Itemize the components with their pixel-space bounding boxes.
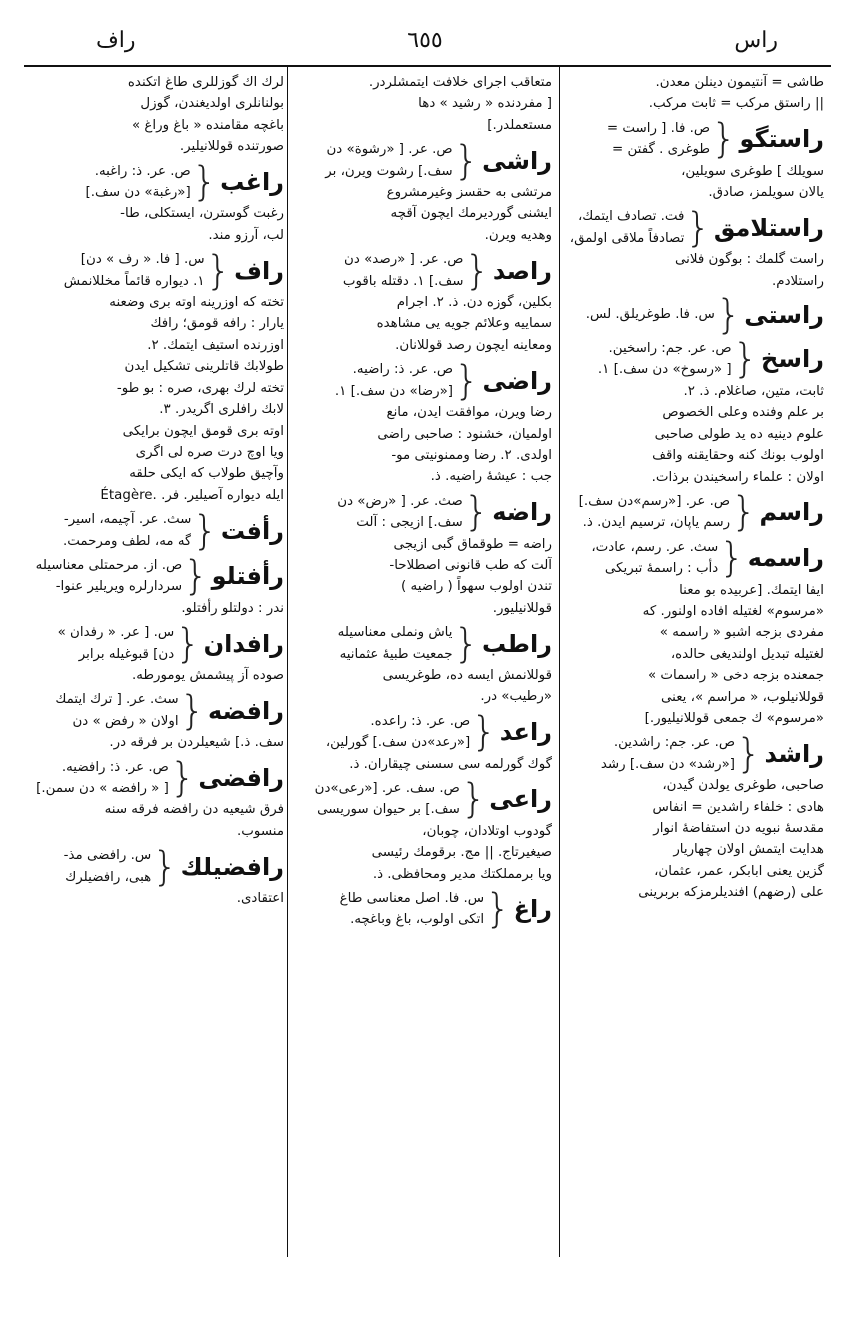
- dictionary-entry: [24, 249, 284, 506]
- entry-heading-row: [564, 491, 824, 534]
- column-divider-right: [559, 67, 560, 1257]
- definition-line: «مرسوم» ك جمعی قوللانیلیور.]: [644, 710, 824, 726]
- definition-line: [«رغبة» دن سف.]: [85, 185, 191, 201]
- definition-line: اتکی اولوب، باغ وباغچه.: [350, 912, 485, 928]
- entry-heading-row: [292, 888, 552, 931]
- definition-line: گودوب اوتلادان، چوبان،: [422, 823, 552, 839]
- definition-line: س. فا. اصل معناسی طاغ: [339, 891, 485, 907]
- definition-line: ویا اوچ درت صره لی اگری: [135, 444, 284, 460]
- definition-line: گزین یعنی ابابکر، عمر، عثمان،: [654, 863, 824, 879]
- definition-line: علوم دینیه ده ید طولی صاحبی: [654, 426, 824, 442]
- definition-line: سماییه وعلائم جویه یی مشاهده: [376, 316, 552, 332]
- continued-text-line: متعاقب اجرای خلافت ایتمشلردر.: [368, 75, 552, 90]
- dictionary-entry: [24, 689, 284, 753]
- brace-mark: {: [471, 709, 497, 756]
- headword: راضه: [492, 498, 552, 527]
- definition-line: لغتیله تبدیل اولندیغی حالده،: [670, 646, 824, 662]
- definition-line: آلت که طب قانونی اصطلاحا-: [389, 557, 552, 573]
- definition-line: تندن اولوب سهواً ( راضیه ): [401, 579, 552, 595]
- definition-line: یارار : رافه قومق؛ رافك: [150, 316, 284, 332]
- header-rule: [24, 65, 831, 67]
- french-equivalent: Étagère.: [100, 487, 157, 503]
- dictionary-entry: [564, 732, 824, 903]
- headword: رافضیلك: [180, 852, 284, 881]
- entry-definition-head: [24, 757, 169, 800]
- entry-heading-row: [292, 139, 552, 182]
- entry-definition-head: [292, 491, 463, 534]
- definition-line: رغبت گوسترن، ایستکلی، طا-: [120, 206, 284, 222]
- definition-line: سف.] ۱. دقتله باقوب: [342, 273, 464, 289]
- definition-line: س. رافضی مذ-: [63, 848, 152, 864]
- dictionary-entry: [292, 491, 552, 619]
- page-number: ٦٥٥: [407, 28, 443, 53]
- definition-line: ومعاینه ایچون رصد قوللانان.: [395, 337, 552, 353]
- definition-text: ایله دیواره آصیلیر. فر.: [161, 487, 284, 503]
- definition-line: [«رعد»دن سف.] گورلین،: [325, 735, 471, 751]
- definition-line: صوده آز پیشمش یومورطه.: [131, 667, 284, 683]
- headword: راعی: [489, 785, 552, 814]
- definition-line: ۱. دیواره قائماً مخللانمش: [63, 273, 205, 289]
- brace-mark: {: [453, 137, 480, 184]
- entry-heading-row: [24, 555, 284, 598]
- definition-line: یالان سویلمز، صادق.: [708, 185, 824, 201]
- definition-line: تخته لرك بهری، صره : بو طو-: [116, 380, 284, 396]
- brace-mark: {: [685, 204, 711, 251]
- headword: رافضی: [198, 764, 284, 792]
- entry-heading-row: [564, 537, 824, 580]
- definition-line: ایشنی گوردیرمك ایچون آقچه: [390, 206, 552, 222]
- brace-mark: {: [463, 489, 490, 536]
- entry-heading-row: [24, 689, 284, 732]
- entry-heading-row: [564, 206, 824, 249]
- headword: رأفتلو: [211, 562, 284, 591]
- entry-definition-head: [564, 491, 730, 534]
- entry-definition-head: [24, 509, 191, 552]
- brace-mark: {: [179, 687, 206, 734]
- brace-mark: {: [454, 357, 480, 404]
- dictionary-entry: [24, 622, 284, 686]
- definition-line: مفردی بزجه اشبو « راسمه »: [659, 625, 824, 641]
- continued-text-line: مستعملدر.]: [487, 117, 552, 133]
- definition-line: هدایت ایتمش اولان چهاریار: [673, 842, 824, 858]
- definition-line: سف.] رشوت ویرن، بر: [325, 163, 453, 179]
- definition-line: ندر : دولتلو رأفتلو.: [181, 600, 284, 616]
- brace-mark: {: [192, 507, 218, 554]
- headword: راستلامق: [713, 213, 824, 242]
- definition-line: قوللانیلوب، « مراسم »، یعنی: [661, 689, 824, 705]
- definition-line: لابك رافلری اگریدر. ۳.: [159, 402, 284, 418]
- entry-definition-head: [564, 537, 718, 580]
- definition-line: تخته که اوزرینه اوته بری وضعنه: [109, 295, 284, 311]
- entry-definition-head: [24, 161, 191, 204]
- dictionary-entry: [564, 491, 824, 534]
- continued-text-line: [ مفردنده « رشید » دها: [418, 96, 552, 112]
- headword: راستگو: [739, 125, 824, 154]
- dictionary-entry: [24, 509, 284, 552]
- dictionary-entry: [24, 555, 284, 619]
- definition-line: مقدسهٔ نبویه دن استفاضهٔ انوار: [653, 821, 824, 836]
- headword: رافضه: [208, 696, 284, 725]
- definition-line: ص. عر. [ «رصد» دن: [344, 252, 464, 268]
- definition-line: جمعیت طبیهٔ عثمانیه: [339, 646, 453, 662]
- definition-line: [«رشد» دن سف.] رشد: [600, 756, 736, 772]
- entry-heading-row: [564, 292, 824, 339]
- entry-definition-head: [564, 732, 735, 775]
- headword: راسخ: [761, 345, 824, 374]
- definition-line: [«رضا» دن سف.] ۱.: [334, 383, 454, 399]
- entry-heading-row: [292, 359, 552, 402]
- headword: راغ: [513, 895, 552, 924]
- brace-mark: {: [175, 620, 201, 667]
- definition-line: س. [ فا. « رف » دن]: [80, 252, 205, 268]
- definition-line: ایفا ایتمك. [عربیده بو معنا: [679, 582, 824, 598]
- definition-line: وهدیه ویرن.: [484, 227, 552, 243]
- definition-line: طولابك قاتلرینی تشکیل ایدن: [124, 359, 284, 375]
- column-right: [564, 72, 824, 1257]
- definition-line: سث. عر. [ ترك ایتمك: [55, 692, 179, 708]
- entry-definition-head: [24, 689, 179, 732]
- entry-definition-head: [292, 139, 453, 182]
- entry-heading-row: [24, 757, 284, 800]
- entry-heading-row: [24, 622, 284, 665]
- entry-definition-head: [24, 845, 151, 888]
- entry-definition-head: [292, 359, 453, 402]
- headword: راضی: [482, 366, 552, 395]
- brace-mark: {: [736, 730, 762, 777]
- brace-mark: {: [711, 116, 737, 163]
- definition-line: لب، آرزو مند.: [208, 227, 284, 243]
- entry-definition-head: [564, 118, 710, 161]
- definition-line: تصادفاً ملاقی اولمق،: [569, 230, 685, 246]
- definition-line: اعتقادی.: [236, 891, 284, 907]
- definition-line: قوللانمش ایسه ده، طوغریسی: [382, 667, 552, 683]
- definition-line: رسم یاپان، ترسیم ایدن. ذ.: [582, 515, 731, 531]
- entry-heading-row: [292, 711, 552, 754]
- definition-line-with-french: [24, 485, 284, 506]
- definition-line: وآچیق طولاب که ایکی حلقه: [129, 466, 284, 482]
- definition-line: سف. ذ.] شیعیلردن بر فرقه در.: [109, 735, 284, 751]
- entry-heading-row: [292, 249, 552, 292]
- definition-line: سویلك ] طوغری سویلین،: [681, 163, 824, 179]
- definition-line: ص. عر. ذ: راغبه.: [94, 163, 191, 179]
- definition-line: سردارلره ویریلیر عنوا-: [55, 579, 183, 595]
- entry-heading-row: [292, 778, 552, 821]
- brace-mark: {: [205, 247, 232, 294]
- brace-mark: {: [485, 886, 511, 933]
- definition-line: صث. عر. [ «رض» دن: [337, 493, 463, 509]
- headword: راشی: [482, 146, 552, 175]
- dictionary-entry: [564, 537, 824, 730]
- entry-definition-head: [24, 555, 182, 598]
- dictionary-entry: [292, 359, 552, 487]
- entry-heading-row: [24, 845, 284, 888]
- column-middle: [292, 72, 552, 1257]
- definition-line: اوته بری قومق ایچون برایکی: [122, 423, 284, 439]
- definition-line: راضه = طوقماق گبی ازیجی: [393, 536, 552, 552]
- definition-line: سف.] ازیجی : آلت: [356, 515, 463, 531]
- entry-definition-head: [292, 778, 460, 821]
- definition-line: س. [ عر. « رفدان »: [57, 625, 175, 641]
- definition-line: رضا ویرن، موافقت ایدن، مانع: [386, 405, 552, 421]
- definition-line: اوزرنده استیف ایتمك. ۲.: [147, 337, 284, 353]
- entry-definition-head: [292, 622, 452, 665]
- headword: راسم: [759, 498, 824, 527]
- headword: راف: [234, 256, 284, 285]
- entry-heading-row: [564, 338, 824, 381]
- headword: راصد: [492, 256, 552, 285]
- definition-line: ص. از. مرحمتلی معناسیله: [35, 557, 183, 573]
- definition-line: دأب : راسمهٔ تبریکی: [604, 561, 719, 577]
- definition-line: «مرسوم» لغتیله افاده اولنور. که: [642, 603, 824, 619]
- definition-line: ص. عر. ذ: راعده.: [370, 713, 471, 729]
- dictionary-entry: [24, 72, 284, 158]
- definition-line: اولوب بونك کنه وحقایقنه واقف: [652, 448, 824, 464]
- definition-line: ص. عر. [ «رشوة» دن: [326, 142, 453, 158]
- dictionary-entry: [292, 622, 552, 708]
- definition-line: هبی، رافضیلرك: [65, 869, 152, 885]
- continued-text-line: لرك اك گوزللری طاغ اتکنده: [127, 75, 284, 90]
- definition-line: گوك گورلمه سی سسنی چیقاران. ذ.: [349, 756, 552, 772]
- dictionary-entry: [292, 888, 552, 931]
- headword: راستی: [744, 301, 824, 330]
- brace-mark: {: [152, 843, 178, 890]
- dictionary-entry: [292, 778, 552, 885]
- definition-line: صاحبی، طوغری یولدن گیدن،: [662, 778, 824, 794]
- dictionary-entry: [24, 161, 284, 247]
- dictionary-entry: [564, 72, 824, 115]
- definition-line: بر علم وفنده وعلی الخصوص: [662, 405, 824, 421]
- definition-line: ویا برمملکتك مدیر ومحافظی. ذ.: [372, 866, 552, 882]
- definition-line: ص. فا. [ راست =: [606, 120, 711, 136]
- continued-text-line: صورتنده قوللانیلیر.: [179, 139, 284, 155]
- entry-definition-head: [564, 304, 715, 325]
- definition-line: منسوب.: [237, 823, 284, 839]
- definition-line: ص. عر. جم: راسخین.: [608, 341, 732, 357]
- definition-line: سث. عر. آچیمه، اسیر-: [63, 512, 192, 528]
- definition-line: فرق شیعیه دن رافضه فرقه سنه: [104, 802, 284, 818]
- definition-line: هادی : خلفاء راشدین = انفاس: [652, 799, 824, 815]
- continued-text-line: بولنانلری اولدیغندن، گوزل: [140, 96, 284, 112]
- dictionary-entry: [564, 338, 824, 488]
- dictionary-entry: [292, 139, 552, 246]
- running-header-right: راس: [734, 28, 778, 53]
- definition-line: مرتشی به حقسز وغیرمشروع: [386, 185, 552, 201]
- brace-mark: {: [732, 336, 759, 383]
- entry-heading-row: [24, 161, 284, 204]
- dictionary-entry: [564, 206, 824, 292]
- entry-heading-row: [564, 118, 824, 161]
- dictionary-entry: [292, 72, 552, 136]
- brace-mark: {: [464, 247, 490, 294]
- definition-line: ص. عر. [«رسم»دن سف.]: [578, 493, 731, 509]
- definition-line: «رطیب» در.: [480, 689, 552, 705]
- entry-definition-head: [564, 338, 732, 381]
- column-divider-left: [287, 67, 288, 1257]
- definition-line: ثابت، متین، صاغلام. ذ. ۲.: [683, 383, 824, 399]
- definition-line: سف.] بر حیوان سوریسی: [317, 802, 460, 818]
- entry-definition-head: [564, 206, 684, 249]
- headword: رافدان: [203, 629, 284, 658]
- dictionary-entry: [24, 757, 284, 843]
- definition-line: فت. تصادف ایتمك،: [577, 209, 685, 225]
- entry-definition-head: [292, 888, 484, 931]
- definition-line: جب : عیشهٔ راضیه. ذ.: [430, 469, 552, 485]
- definition-line: دن] قبوغیله برابر: [78, 646, 175, 662]
- continued-text-line: طاشی = آنتیمون دینلن معدن.: [655, 75, 824, 90]
- definition-line: راستلادم.: [772, 273, 824, 289]
- definition-line: سث. عر. رسم، عادت،: [591, 539, 719, 555]
- definition-line: س. فا. طوغریلق. لس.: [585, 307, 715, 323]
- headword: راعد: [499, 718, 552, 747]
- entry-heading-row: [292, 491, 552, 534]
- dictionary-entry: [24, 845, 284, 909]
- entry-heading-row: [292, 622, 552, 665]
- definition-line: اولان : علماء راسخیندن برذات.: [651, 469, 824, 485]
- brace-mark: {: [715, 292, 742, 339]
- headword: راسمه: [747, 544, 824, 573]
- definition-line: گه مه، لطف ومرحمت.: [63, 533, 192, 549]
- entry-heading-row: [24, 509, 284, 552]
- headword: راطب: [481, 629, 552, 658]
- entry-definition-head: [292, 711, 470, 754]
- brace-mark: {: [731, 489, 757, 536]
- definition-line: [ « رافضه » دن سمن.]: [36, 781, 169, 796]
- brace-mark: {: [460, 776, 487, 823]
- definition-line: ص. عر. جم: راشدین.: [613, 735, 736, 751]
- entry-heading-row: [564, 732, 824, 775]
- brace-mark: {: [169, 755, 196, 801]
- entry-heading-row: [24, 249, 284, 292]
- headword: راغب: [220, 168, 284, 197]
- brace-mark: {: [191, 159, 218, 206]
- dictionary-entry: [564, 118, 824, 204]
- entry-definition-head: [292, 249, 463, 292]
- definition-line: ص. سف. عر. [«رعی»دن: [314, 781, 460, 796]
- headword: راشد: [764, 739, 824, 768]
- definition-line: طوغری . گفتن =: [612, 142, 711, 158]
- definition-line: ص. عر. ذ: رافضیه.: [61, 759, 169, 775]
- definition-line: یاش ونملی معناسیله: [337, 625, 453, 641]
- definition-line: اولدی. ۲. رضا وممنونیتی مو-: [391, 447, 552, 463]
- continued-text-line: باغچه مقامنده « باغ وراغ »: [131, 117, 284, 133]
- definition-line: [ «رسوخ» دن سف.] ۱.: [597, 362, 732, 378]
- dictionary-entry: [292, 711, 552, 775]
- brace-mark: {: [719, 535, 745, 582]
- dictionary-entry: [564, 292, 824, 339]
- brace-mark: {: [183, 553, 209, 600]
- definition-line: بکلین، گوزه دن. ذ. ۲. اجرام: [396, 295, 552, 311]
- column-left: [24, 72, 284, 1257]
- running-header-left: راف: [96, 28, 136, 53]
- definition-line: علی (رضهم) افندیلرمزکه بربرینی: [638, 885, 824, 901]
- headword: رأفت: [220, 516, 284, 545]
- continued-text-line: || راستق مرکب = ثابت مرکب.: [648, 96, 824, 112]
- definition-line: راست گلمك : بوگون فلانی: [675, 252, 824, 268]
- dictionary-entry: [292, 249, 552, 356]
- definition-line: اولان « رفض » دن: [72, 713, 179, 729]
- entry-definition-head: [24, 249, 205, 292]
- definition-line: صیغیرتاج. || مج. برقومك رئیسی: [371, 845, 552, 861]
- definition-line: قوللانیلیور.: [492, 600, 552, 616]
- definition-line: جمعنده بزجه دخی « راسمات »: [647, 668, 824, 684]
- definition-line: اولمیان، خشنود : صاحبی راضی: [377, 426, 552, 442]
- brace-mark: {: [453, 620, 479, 667]
- entry-definition-head: [24, 622, 174, 665]
- definition-line: ص. عر. ذ: راضیه.: [352, 362, 454, 378]
